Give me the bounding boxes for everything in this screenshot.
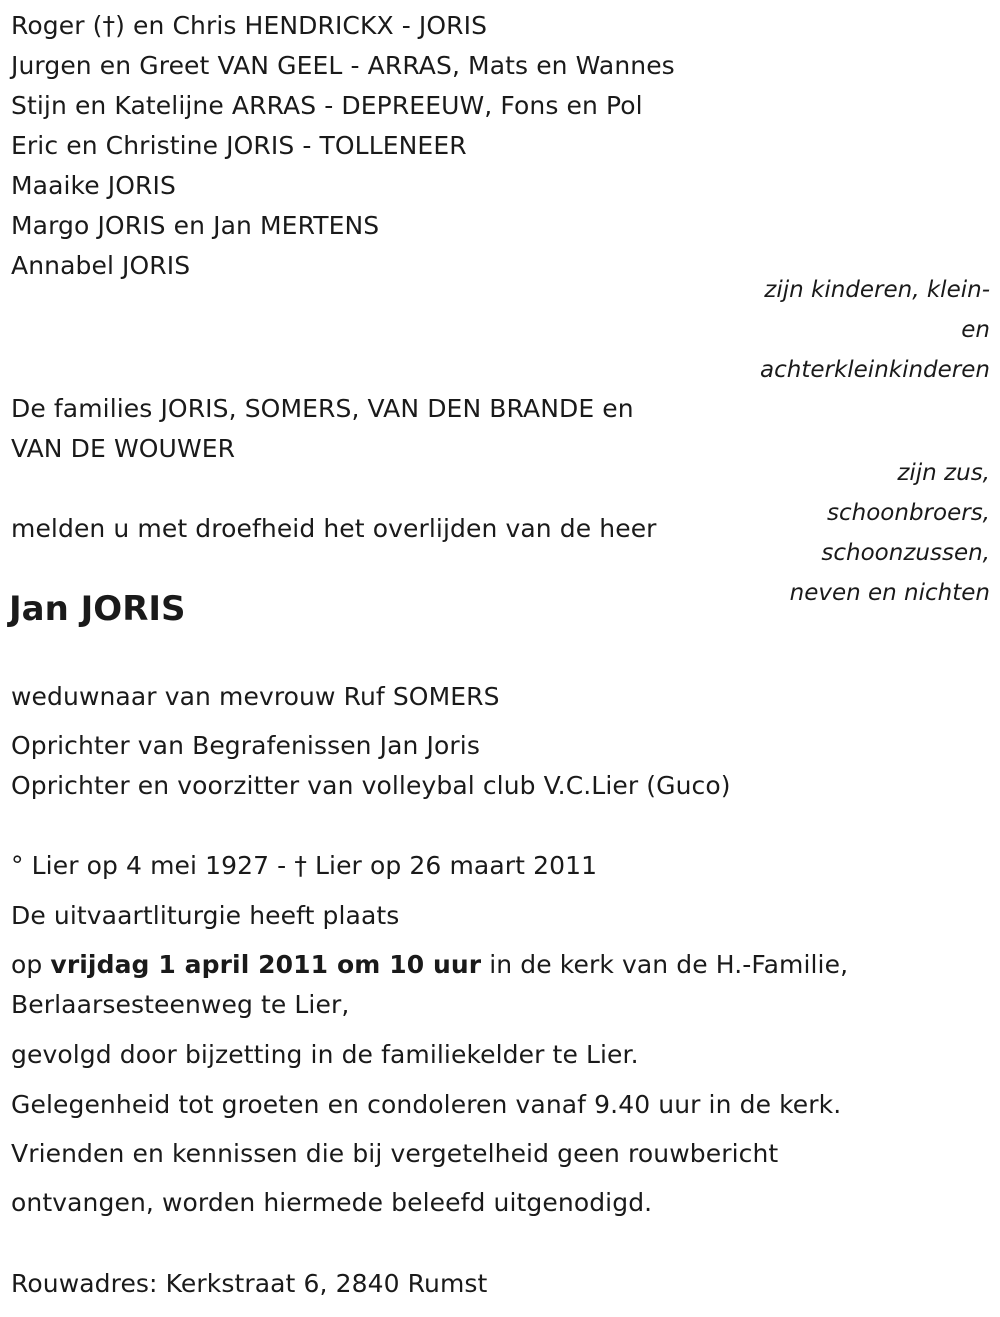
relation-line: zijn zus,: [897, 460, 990, 486]
invite-line: Vrienden en kennissen die bij vergetelheid geen rouwbericht: [11, 1139, 779, 1168]
family-line: Eric en Christine JORIS - TOLLENEER: [11, 131, 467, 160]
relation-line: schoonzussen,: [821, 540, 990, 566]
dates-line: ° Lier op 4 mei 1927 - † Lier op 26 maart 2011: [11, 851, 598, 880]
liturgy-intro: De uitvaartliturgie heeft plaats: [11, 901, 400, 930]
family-line: Stijn en Katelijne ARRAS - DEPREEUW, Fons en Pol: [11, 91, 643, 120]
role-line: Oprichter en voorzitter van volleybal club V.C.Lier (Guco): [11, 771, 731, 800]
condolence-line: Gelegenheid tot groeten en condoleren vanaf 9.40 uur in de kerk.: [11, 1090, 842, 1119]
role-line: Oprichter van Begrafenissen Jan Joris: [11, 731, 480, 760]
burial-line: gevolgd door bijzetting in de familiekelder te Lier.: [11, 1040, 639, 1069]
relation-line: schoonbroers,: [827, 500, 990, 526]
relation-line: achterkleinkinderen: [760, 357, 990, 383]
family-line: Jurgen en Greet VAN GEEL - ARRAS, Mats en Wannes: [11, 51, 675, 80]
invite-line: ontvangen, worden hiermede beleefd uitgenodigd.: [11, 1188, 653, 1217]
liturgy-place: Berlaarsesteenweg te Lier,: [11, 990, 350, 1019]
families-line: De families JORIS, SOMERS, VAN DEN BRANDE en: [11, 394, 634, 423]
family-line: Margo JORIS en Jan MERTENS: [11, 211, 380, 240]
families-line: VAN DE WOUWER: [11, 434, 236, 463]
relation-line: neven en nichten: [789, 580, 990, 606]
family-line: Roger (†) en Chris HENDRICKX - JORIS: [11, 11, 488, 40]
family-line: Annabel JORIS: [11, 251, 191, 280]
relation-line: en: [961, 317, 990, 343]
liturgy-suffix: in de kerk van de H.-Familie,: [481, 950, 849, 979]
widower-line: weduwnaar van mevrouw Ruf SOMERS: [11, 682, 500, 711]
relation-line: zijn kinderen, klein-: [764, 277, 990, 303]
address-line: Rouwadres: Kerkstraat 6, 2840 Rumst: [11, 1269, 488, 1298]
announcement: melden u met droefheid het overlijden van de heer: [11, 514, 657, 543]
liturgy-date: vrijdag 1 april 2011 om 10 uur: [50, 950, 482, 979]
liturgy-line: [11, 950, 848, 980]
liturgy-prefix: op: [11, 950, 51, 979]
family-line: Maaike JORIS: [11, 171, 176, 200]
deceased-name: Jan JORIS: [9, 589, 186, 629]
